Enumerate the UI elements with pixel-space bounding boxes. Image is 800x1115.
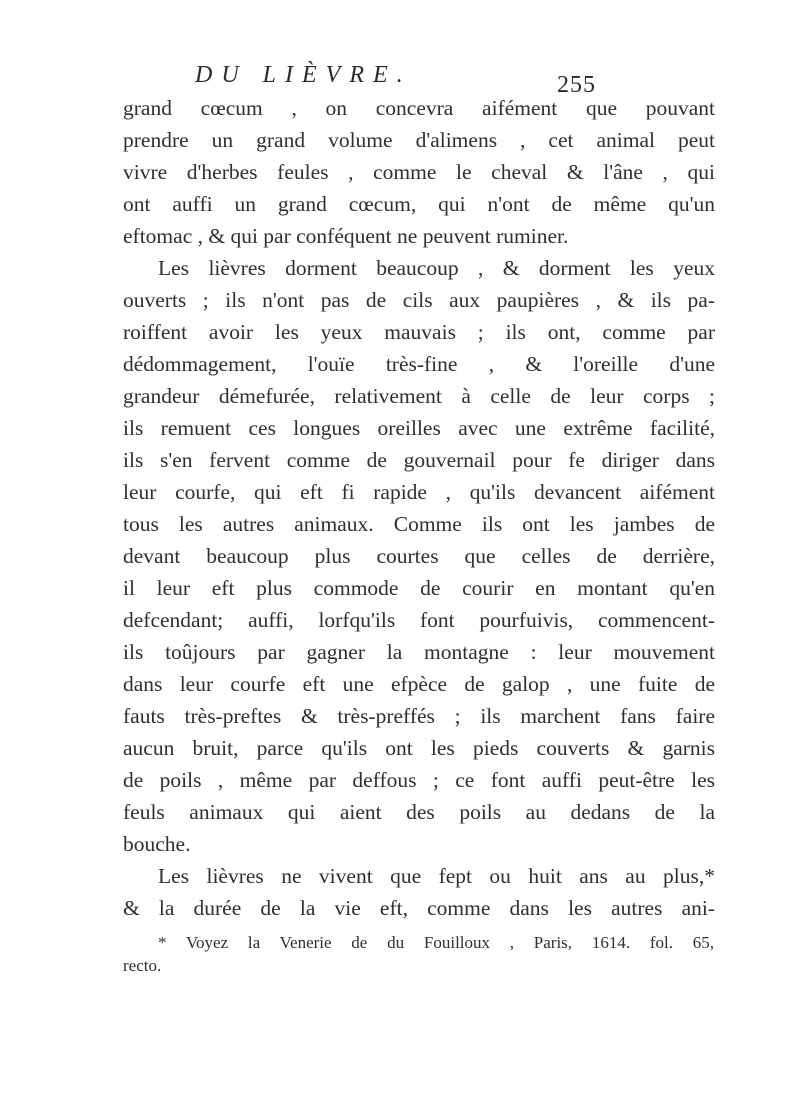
text-line: feuls animaux qui aient des poils au dedans de la bbox=[123, 800, 715, 824]
text-line: Les lièvres ne vivent que fept ou huit ans au plus,* bbox=[158, 864, 715, 888]
text-line: grand cœcum , on concevra aifément que pouvant bbox=[123, 96, 715, 120]
text-line: Les lièvres dorment beaucoup , & dorment les yeux bbox=[158, 256, 715, 280]
text-line: aucun bruit, parce qu'ils ont les pieds couverts & garnis bbox=[123, 736, 715, 760]
footnote-line: * Voyez la Venerie de du Fouilloux , Paris, 1614. fol. 65, bbox=[158, 933, 714, 952]
text-line: de poils , même par deffous ; ce font auffi peut-être les bbox=[123, 768, 715, 792]
page-number: 255 bbox=[557, 72, 596, 98]
text-line: dans leur courfe eft une efpèce de galop , une fuite de bbox=[123, 672, 715, 696]
text-line: & la durée de la vie eft, comme dans les autres ani- bbox=[123, 896, 715, 920]
text-line: eftomac , & qui par conféquent ne peuvent ruminer. bbox=[123, 224, 569, 248]
text-line: fauts très-preftes & très-preffés ; ils marchent fans faire bbox=[123, 704, 715, 728]
text-line: grandeur démefurée, relativement à celle de leur corps ; bbox=[123, 384, 715, 408]
footnote-line: recto. bbox=[123, 956, 162, 975]
text-line: ils remuent ces longues oreilles avec une extrême facilité, bbox=[123, 416, 715, 440]
text-line: roiffent avoir les yeux mauvais ; ils ont, comme par bbox=[123, 320, 715, 344]
text-line: ils toûjours par gagner la montagne : leur mouvement bbox=[123, 640, 715, 664]
text-line: bouche. bbox=[123, 832, 191, 856]
text-line: tous les autres animaux. Comme ils ont les jambes de bbox=[123, 512, 715, 536]
text-line: ont auffi un grand cœcum, qui n'ont de même qu'un bbox=[123, 192, 715, 216]
text-line: prendre un grand volume d'alimens , cet animal peut bbox=[123, 128, 715, 152]
text-line: defcendant; auffi, lorfqu'ils font pourfuivis, commencent- bbox=[123, 608, 715, 632]
text-line: devant beaucoup plus courtes que celles de derrière, bbox=[123, 544, 715, 568]
text-line: dédommagement, l'ouïe très-fine , & l'oreille d'une bbox=[123, 352, 715, 376]
text-line: il leur eft plus commode de courir en montant qu'en bbox=[123, 576, 715, 600]
text-line: ouverts ; ils n'ont pas de cils aux paupières , & ils pa- bbox=[123, 288, 715, 312]
running-head: DU LIÈVRE. bbox=[195, 62, 412, 88]
text-line: leur courfe, qui eft fi rapide , qu'ils devancent aifément bbox=[123, 480, 715, 504]
text-line: ils s'en fervent comme de gouvernail pour fe diriger dans bbox=[123, 448, 715, 472]
text-line: vivre d'herbes feules , comme le cheval & l'âne , qui bbox=[123, 160, 715, 184]
